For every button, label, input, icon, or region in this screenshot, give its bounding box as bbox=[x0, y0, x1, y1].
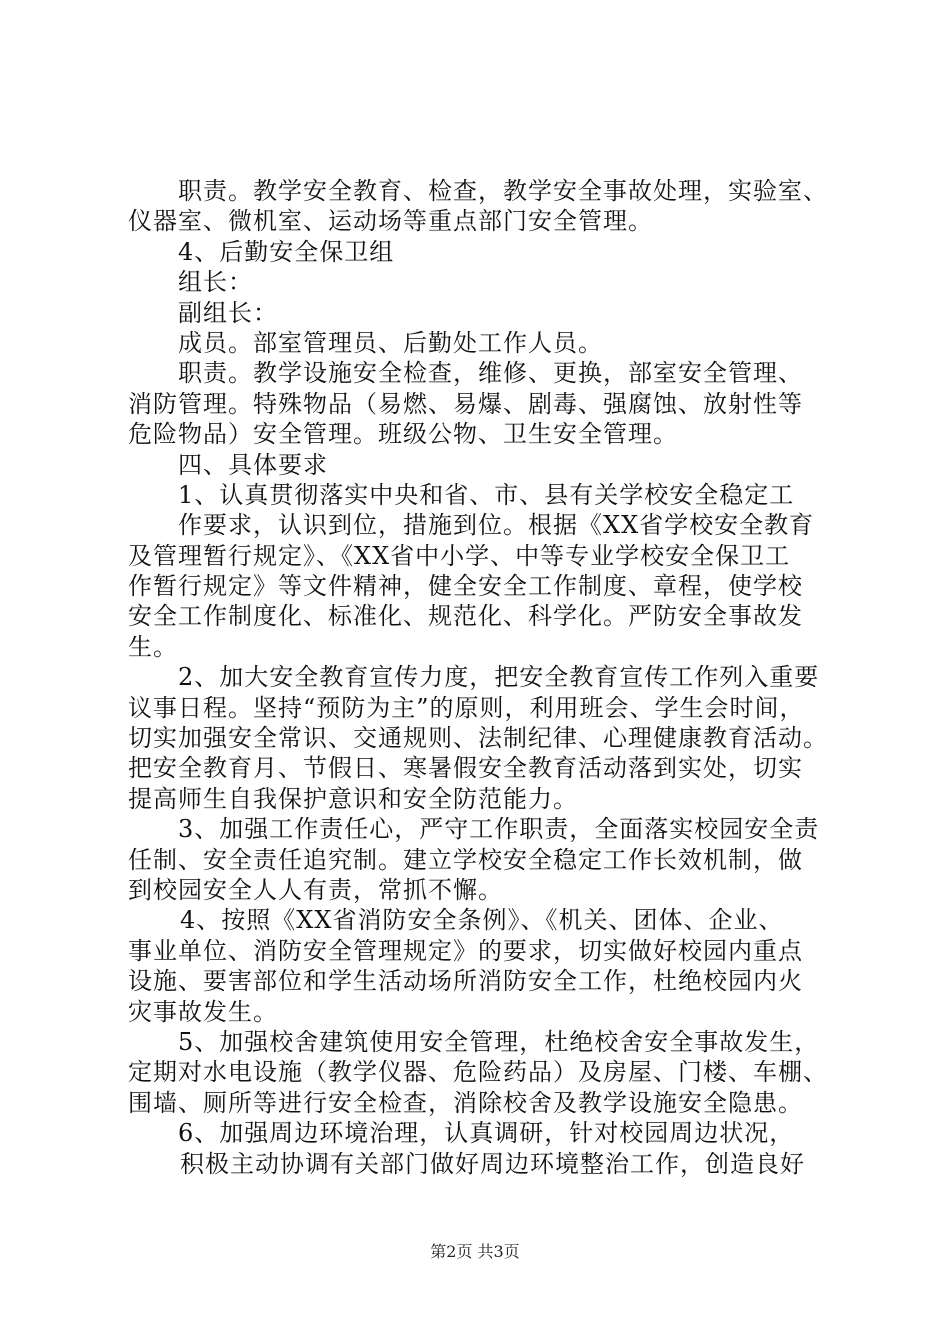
text-line: 5、加强校舍建筑使用安全管理，杜绝校舍安全事故发生， bbox=[178, 1027, 820, 1056]
text-line: 成员。部室管理员、后勤处工作人员。 bbox=[178, 328, 603, 357]
text-line: 切实加强安全常识、交通规则、法制纪律、心理健康教育活动。 bbox=[128, 724, 828, 753]
document-body bbox=[128, 176, 858, 1179]
text-line: 提高师生自我保护意识和安全防范能力。 bbox=[128, 784, 578, 813]
text-line: 围墙、厕所等进行安全检查，消除校舍及教学设施安全隐患。 bbox=[128, 1088, 803, 1117]
text-line: 到校园安全人人有责，常抓不懈。 bbox=[128, 875, 503, 904]
text-line: 事业单位、消防安全管理规定》的要求，切实做好校园内重点 bbox=[128, 936, 803, 965]
text-line: 副组长： bbox=[178, 298, 278, 327]
text-line: 3、加强工作责任心，严守工作职责，全面落实校园安全责 bbox=[178, 815, 820, 844]
text-line: 作暂行规定》等文件精神，健全安全工作制度、章程，使学校 bbox=[128, 572, 803, 601]
text-line: 把安全教育月、节假日、寒暑假安全教育活动落到实处，切实 bbox=[128, 754, 803, 783]
text-line: 仪器室、微机室、运动场等重点部门安全管理。 bbox=[128, 207, 653, 236]
text-line: 4、后勤安全保卫组 bbox=[178, 237, 395, 266]
text-line: 组长： bbox=[178, 268, 253, 297]
text-line: 危险物品）安全管理。班级公物、卫生安全管理。 bbox=[128, 420, 678, 449]
text-line: 积极主动协调有关部门做好周边环境整治工作，创造良好 bbox=[180, 1149, 805, 1178]
text-line: 消防管理。特殊物品（易燃、易爆、剧毒、强腐蚀、放射性等 bbox=[128, 389, 803, 418]
text-line: 及管理暂行规定》、《XX省中小学、中等专业学校安全保卫工 bbox=[128, 541, 791, 570]
text-line: 职责。教学安全教育、检查，教学安全事故处理，实验室、 bbox=[178, 177, 828, 205]
text-line: 定期对水电设施（教学仪器、危险药品）及房屋、门楼、车棚、 bbox=[128, 1058, 828, 1087]
text-line: 设施、要害部位和学生活动场所消防安全工作，杜绝校园内火 bbox=[128, 967, 803, 996]
text-line: 2、加大安全教育宣传力度，把安全教育宣传工作列入重要 bbox=[178, 663, 820, 692]
text-line: 安全工作制度化、标准化、规范化、科学化。严防安全事故发 bbox=[128, 602, 803, 631]
text-line: 生。 bbox=[128, 632, 178, 661]
text-line: 职责。教学设施安全检查，维修、更换，部室安全管理、 bbox=[178, 359, 803, 388]
text-line: 任制、安全责任追究制。建立学校安全稳定工作长效机制，做 bbox=[128, 845, 803, 874]
page-number-footer: 第2页 共3页 bbox=[430, 1242, 520, 1261]
section-heading: 四、具体要求 bbox=[178, 450, 328, 479]
text-line: 议事日程。坚持“预防为主”的原则，利用班会、学生会时间， bbox=[128, 693, 805, 722]
text-line: 1、认真贯彻落实中央和省、市、县有关学校安全稳定工 bbox=[178, 480, 795, 509]
text-line: 6、加强周边环境治理，认真调研，针对校园周边状况， bbox=[178, 1119, 795, 1148]
text-line: 灾事故发生。 bbox=[128, 997, 278, 1026]
text-line: 4、按照《XX省消防安全条例》、《机关、团体、企业、 bbox=[180, 906, 784, 935]
text-line: 作要求，认识到位，措施到位。根据《XX省学校安全教育 bbox=[178, 511, 815, 540]
